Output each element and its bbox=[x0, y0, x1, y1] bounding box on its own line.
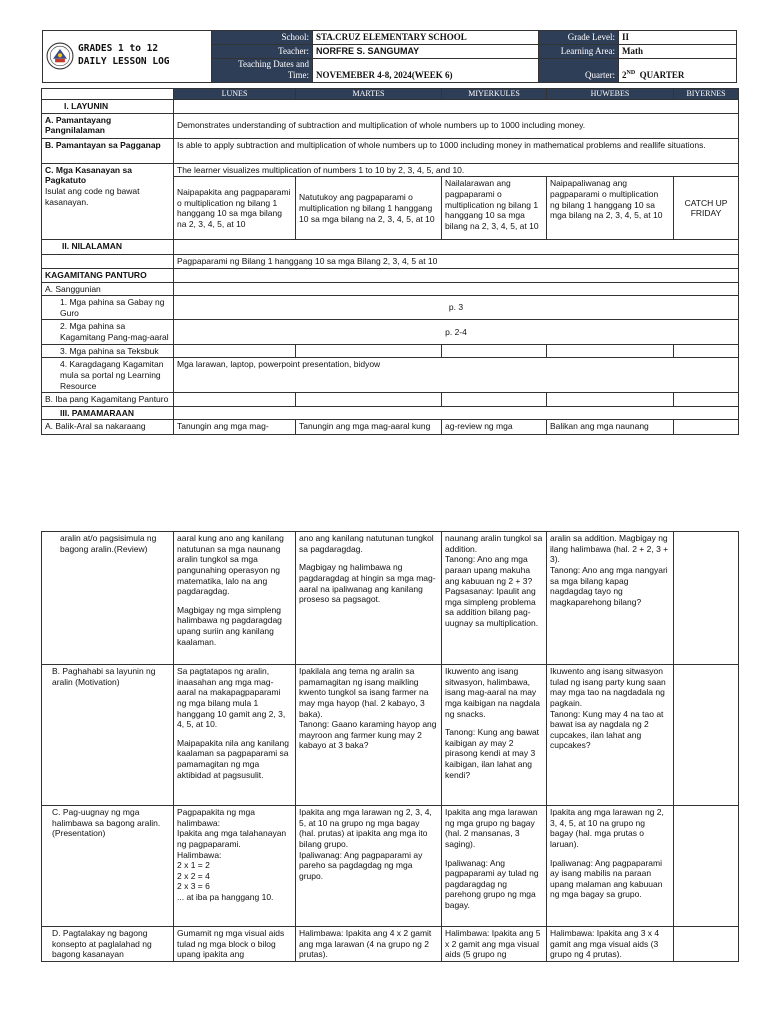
balik-aral-lunes-start: Tanungin ang mga mag- bbox=[174, 420, 296, 435]
balik-aral-miyerkules-start: ag-review ng mga bbox=[442, 420, 547, 435]
deped-seal-icon bbox=[46, 42, 74, 70]
teksbuk-label: 3. Mga pahina sa Teksbuk bbox=[42, 344, 174, 358]
pamantayang-pangnilalaman-label: A. Pamantayang Pangnilalaman bbox=[42, 113, 174, 138]
pamantayan-pagganap-label: B. Pamantayan sa Pagganap bbox=[42, 138, 174, 163]
teacher-value: NORFRE S. SANGUMAY bbox=[313, 45, 539, 59]
quarter-value: 2ND QUARTER bbox=[619, 59, 737, 83]
header-table bbox=[42, 30, 737, 83]
karagdagang-kagamitan-label: 4. Karagdagang Kagamitan mula sa portal ng Learning Resource bbox=[42, 358, 174, 393]
karagdagang-kagamitan-value: Mga larawan, laptop, powerpoint presentation, bidyow bbox=[174, 358, 739, 393]
grade-value: II bbox=[619, 31, 737, 45]
balik-aral-huwebes: aralin sa addition. Magbigay ng ilang halimbawa (hal. 2 + 2, 3 + 3). Tanong: Ano ang mga nangyari sa mga bilang kapag nagdagdag tayo ng magkaparehong bilang? bbox=[547, 532, 674, 665]
iba-pang-kagamitan-label: B. Iba pang Kagamitang Panturo bbox=[42, 393, 174, 407]
motivation-lunes: Sa pagtatapos ng aralin, inaasahan ang mga mag-aaral na makapagpaparami ng mga bilang mula 1 hanggang 10 gamit ang 2, 3, 4, 5, at 10. Maipapakita nila ang kanilang kaalaman sa pagpaparami sa pamamagitan ng mga aktibidad at pagsusulit. bbox=[174, 665, 296, 806]
balik-aral-label-cont: aralin at/o pagsisimula ng bagong aralin.(Review) bbox=[42, 532, 174, 665]
dates-label: Teaching Dates and Time: bbox=[212, 59, 313, 83]
pagtalakay-miyerkules: Halimbawa: Ipakita ang 5 x 2 gamit ang mga visual aids (5 grupo ng bbox=[442, 927, 547, 962]
grade-label: Grade Level: bbox=[539, 31, 619, 45]
section-layunin-title: I. LAYUNIN bbox=[42, 100, 174, 114]
kagamitang-mag-aaral-value: p. 2-4 bbox=[174, 320, 739, 344]
section-pamamaraan-title: III. PAMAMARAAN bbox=[42, 406, 174, 420]
pagtalakay-lunes: Gumamit ng mga visual aids tulad ng mga block o bilog upang ipakita ang bbox=[174, 927, 296, 962]
gabay-guro-value: p. 3 bbox=[174, 296, 739, 320]
presentation-label: C. Pag-uugnay ng mga halimbawa sa bagong aralin.(Presentation) bbox=[42, 806, 174, 927]
pagtalakay-huwebes: Halimbawa: Ipakita ang 3 x 4 gamit ang mga visual aids (3 grupo ng 4 prutas). bbox=[547, 927, 674, 962]
area-value: Math bbox=[619, 45, 737, 59]
title-line-1: GRADES 1 to 12 bbox=[78, 43, 159, 55]
presentation-lunes: Pagpapakita ng mga halimbawa: Ipakita ang mga talahanayan ng pagpaparami. Halimbawa: 2 x 1 = 2 2 x 2 = 4 2 x 3 = 6 ... at iba pa hanggang 10. bbox=[174, 806, 296, 927]
day-lunes: LUNES bbox=[174, 89, 296, 100]
header-logo-cell bbox=[43, 31, 212, 83]
pamantayan-pagganap-text: Is able to apply subtraction and multiplication of whole numbers up to 1000 including money in mathematical problems and reallife situations. bbox=[174, 138, 739, 163]
motivation-huwebes: Ikuwento ang isang sitwasyon tulad ng isang party kung saan may mga tao na nagdadala ng pagkain. Tanong: Kung may 4 na tao at bawat isa ay nagdala ng 2 cupcakes, ilan lahat ang cupcakes? bbox=[547, 665, 674, 806]
dates-value: NOVEMEBER 4-8, 2024(WEEK 6) bbox=[313, 59, 539, 83]
day-huwebes: HUWEBES bbox=[547, 89, 674, 100]
kasanayan-miyerkules: Nailalarawan ang pagpaparami o multiplication ng bilang 1 hanggang 10 sa mga bilang na 2, 3, 4, 5, at 10 bbox=[442, 177, 547, 240]
pamantayang-pangnilalaman-text: Demonstrates understanding of subtraction and multiplication of whole numbers up to 1000 including money. bbox=[174, 113, 739, 138]
day-biyernes: BIYERNES bbox=[674, 89, 739, 100]
section-nilalaman-title: II. NILALAMAN bbox=[42, 240, 174, 255]
kasanayan-lunes: Naipapakita ang pagpaparami o multiplication ng bilang 1 hanggang 10 sa mga bilang na 2, 3, 4, 5, at 10 bbox=[174, 177, 296, 240]
balik-aral-martes: ano ang kanilang natutunan tungkol sa pagdaragdag. Magbigay ng halimbawa ng pagdaragdag at hingin sa mga mag-aaral na ipaliwanag ang kanilang proseso sa pagsagot. bbox=[296, 532, 442, 665]
lesson-table-page2 bbox=[41, 531, 739, 962]
gabay-guro-label: 1. Mga pahina sa Gabay ng Guro bbox=[42, 296, 174, 320]
kasanayan-martes: Natutukoy ang pagpaparami o multiplication ng bilang 1 hanggang 10 sa mga bilang na 2, 3, 4, 5, at 10 bbox=[296, 177, 442, 240]
kagamitang-panturo-title: KAGAMITANG PANTURO bbox=[42, 268, 174, 282]
day-header-row bbox=[42, 89, 739, 100]
presentation-miyerkules: Ipakita ang mga larawan ng mga grupo ng bagay (hal. 2 mansanas, 3 saging). Ipaliwanag: Ang pagpaparami ay tulad ng pagdaragdag ng parehong grupo ng mga bagay. bbox=[442, 806, 547, 927]
quarter-label: Quarter: bbox=[539, 59, 619, 83]
day-miyerkules: MIYERKULES bbox=[442, 89, 547, 100]
pagtalakay-martes: Halimbawa: Ipakita ang 4 x 2 gamit ang mga larawan (4 na grupo ng 2 prutas). bbox=[296, 927, 442, 962]
balik-aral-lunes: aaral kung ano ang kanilang natutunan sa mga naunang aralin tungkol sa mga pangunahing operasyon ng matematika, lalo na ang pagdaragdag. Magbigay ng mga simpleng halimbawa ng pagdaragdag upang suriin ang kanilang kaalaman. bbox=[174, 532, 296, 665]
kagamitang-mag-aaral-label: 2. Mga pahina sa Kagamitang Pang-mag-aaral bbox=[42, 320, 174, 344]
balik-aral-martes-start: Tanungin ang mga mag-aaral kung bbox=[296, 420, 442, 435]
presentation-huwebes: Ipakita ang mga larawan ng 2, 3, 4, 5, at 10 na grupo ng bagay (hal. mga prutas o laruan). Ipaliwanag: Ang pagpaparami ay isang mabilis na paraan upang malaman ang kabuuan ng mga bagay sa grupo. bbox=[547, 806, 674, 927]
kasanayan-text: The learner visualizes multiplication of numbers 1 to 10 by 2, 3, 4, 5, and 10. bbox=[174, 163, 739, 177]
school-label: School: bbox=[212, 31, 313, 45]
motivation-label: B. Paghahabi sa layunin ng aralin (Motivation) bbox=[42, 665, 174, 806]
school-value: STA.CRUZ ELEMENTARY SCHOOL bbox=[313, 31, 539, 45]
sanggunian-label: A. Sanggunian bbox=[42, 282, 174, 296]
balik-aral-miyerkules: naunang aralin tungkol sa addition. Tanong: Ano ang mga paraan upang makuha ang kabuuan ng 2 + 3? Pagsasanay: Ipaulit ang mga simpleng problema sa addition bilang pag-uugnay sa multiplication. bbox=[442, 532, 547, 665]
catch-up-friday: CATCH UP FRIDAY bbox=[674, 177, 739, 240]
balik-aral-huwebes-start: Balikan ang mga naunang bbox=[547, 420, 674, 435]
kasanayan-huwebes: Naipapaliwanag ang pagpaparami o multiplication ng bilang 1 hanggang 10 sa mga bilang na 2, 3, 4, 5, at 10 bbox=[547, 177, 674, 240]
lesson-table-page1 bbox=[41, 88, 739, 435]
presentation-martes: Ipakita ang mga larawan ng 2, 3, 4, 5, at 10 na grupo ng mga bagay (hal. prutas) at ipakita ang mga ito bilang grupo. Ipaliwanag: Ang pagpaparami ay pareho sa pagdagdag ng mga grupo. bbox=[296, 806, 442, 927]
kasanayan-label-cell bbox=[42, 163, 174, 240]
nilalaman-text: Pagpaparami ng Bilang 1 hanggang 10 sa mga Bilang 2, 3, 4, 5 at 10 bbox=[174, 255, 739, 269]
teacher-label: Teacher: bbox=[212, 45, 313, 59]
kasanayan-sub: Isulat ang code ng bawat kasanayan. bbox=[45, 185, 140, 207]
title-line-2: DAILY LESSON LOG bbox=[78, 56, 170, 68]
day-martes: MARTES bbox=[296, 89, 442, 100]
motivation-miyerkules: Ikuwento ang isang sitwasyon, halimbawa, isang mag-aaral na may mga kaibigan na nagdala ng snacks. Tanong: Kung ang bawat kaibigan ay may 2 pirasong kendi at may 3 kaibigan, ilan lahat ang kendi? bbox=[442, 665, 547, 806]
kasanayan-label: C. Mga Kasanayan sa Pagkatuto bbox=[45, 164, 132, 186]
motivation-martes: Ipakilala ang tema ng aralin sa pamamagitan ng isang maikling kwento tungkol sa isang farmer na may mga hayop (hal. 2 kabayo, 3 baka). Tanong: Gaano karaming hayop ang mayroon ang farmer kung may 2 kabayo at 3 baka? bbox=[296, 665, 442, 806]
pagtalakay-label: D. Pagtalakay ng bagong konsepto at paglalahad ng bagong kasanayan bbox=[42, 927, 174, 962]
area-label: Learning Area: bbox=[539, 45, 619, 59]
balik-aral-label: A. Balik-Aral sa nakaraang bbox=[42, 420, 174, 435]
